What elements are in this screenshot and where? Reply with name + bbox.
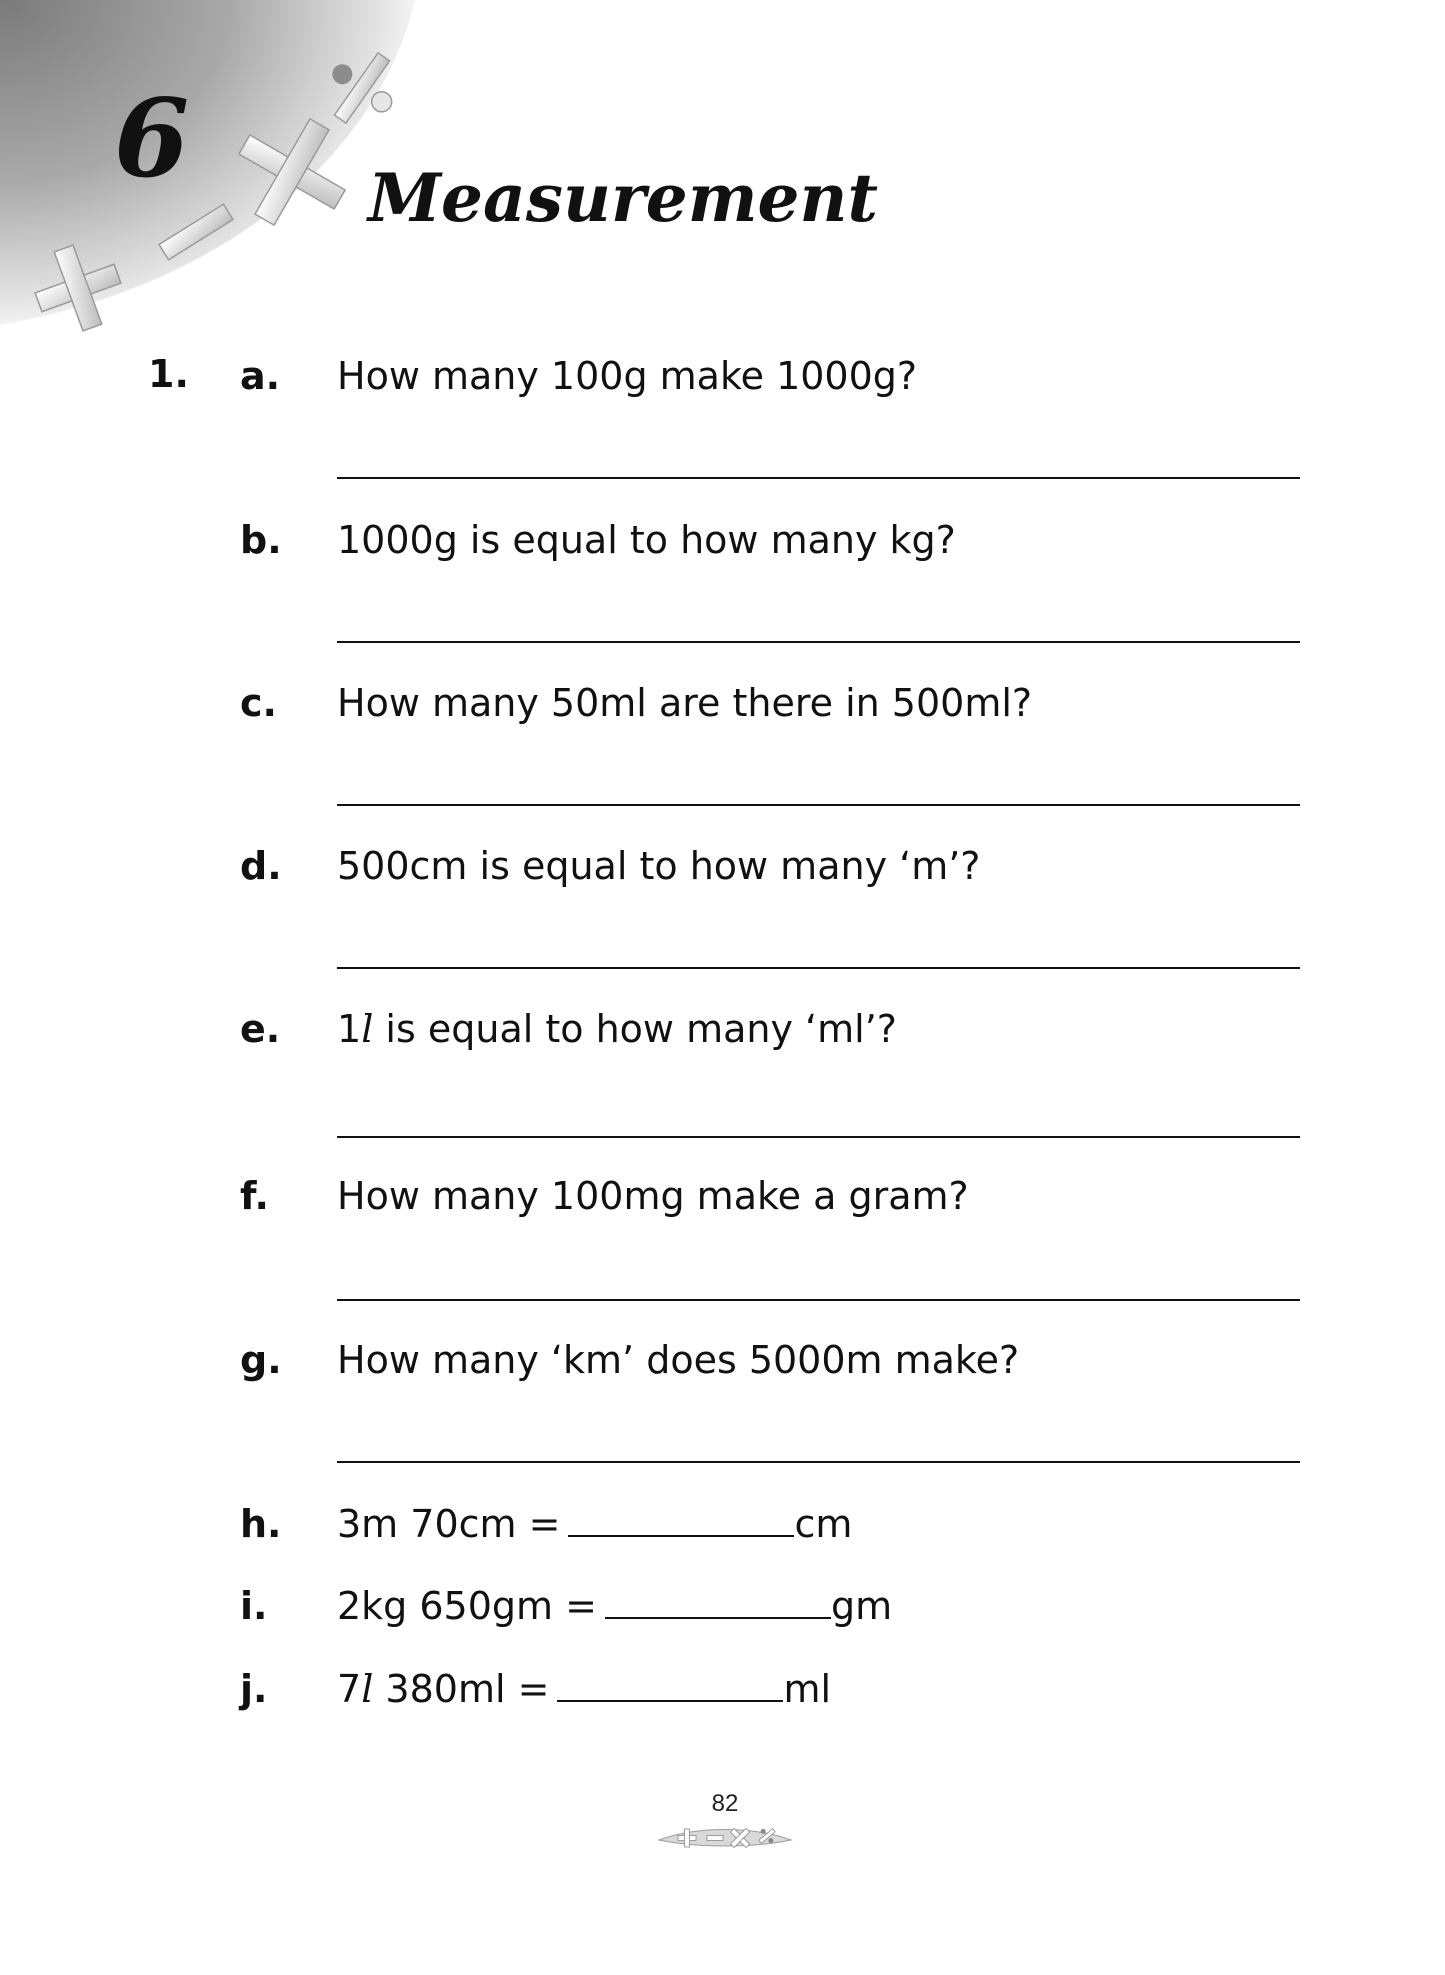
answer-line[interactable]	[337, 1461, 1300, 1463]
chapter-title: Measurement	[368, 159, 879, 237]
item-letter: e.	[240, 1007, 281, 1051]
page-number: 82	[711, 1790, 739, 1817]
item-letter: f.	[240, 1174, 269, 1218]
fill-unit: gm	[830, 1584, 893, 1628]
question-text: 500cm is equal to how many ‘m’?	[337, 844, 981, 888]
fill-blank[interactable]	[557, 1670, 783, 1702]
item-letter: d.	[240, 844, 282, 888]
fill-prefix-number: 7	[337, 1667, 362, 1711]
question-text: How many 100mg make a gram?	[337, 1174, 969, 1218]
question-number: 1.	[148, 352, 189, 396]
math-symbols-footer-icon	[657, 1818, 793, 1852]
question-text-rest: is equal to how many ‘ml’?	[373, 1007, 897, 1051]
answer-line[interactable]	[337, 1299, 1300, 1301]
fill-prefix: 3m 70cm =	[337, 1502, 561, 1546]
item-letter: b.	[240, 518, 282, 562]
item-letter: a.	[240, 354, 281, 398]
litre-symbol: l	[361, 1667, 374, 1711]
answer-line[interactable]	[337, 1136, 1300, 1138]
fill-unit: ml	[783, 1667, 832, 1711]
item-letter: j.	[240, 1667, 268, 1711]
fill-prefix: 2kg 650gm =	[337, 1584, 597, 1628]
item-letter: i.	[240, 1584, 268, 1628]
chapter-number: 6	[114, 76, 190, 202]
question-text: How many 50ml are there in 500ml?	[337, 681, 1033, 725]
question-text-number: 1	[337, 1007, 362, 1051]
fill-unit: cm	[794, 1502, 853, 1546]
fill-blank[interactable]	[568, 1505, 794, 1537]
item-letter: h.	[240, 1502, 282, 1546]
math-symbols-corner-icon	[0, 0, 420, 340]
answer-line[interactable]	[337, 967, 1300, 969]
answer-line[interactable]	[337, 804, 1300, 806]
page-footer	[655, 1792, 795, 1852]
fill-text	[337, 1584, 893, 1628]
fill-text	[337, 1502, 853, 1546]
question-text: How many ‘km’ does 5000m make?	[337, 1338, 1020, 1382]
fill-text	[337, 1667, 832, 1711]
answer-line[interactable]	[337, 641, 1300, 643]
litre-symbol: l	[361, 1007, 374, 1051]
question-text: 1000g is equal to how many kg?	[337, 518, 956, 562]
item-letter: g.	[240, 1338, 282, 1382]
fill-blank[interactable]	[605, 1587, 831, 1619]
answer-line[interactable]	[337, 477, 1300, 479]
question-text	[337, 1007, 897, 1051]
item-letter: c.	[240, 681, 277, 725]
question-text: How many 100g make 1000g?	[337, 354, 918, 398]
fill-prefix-rest: 380ml =	[373, 1667, 550, 1711]
